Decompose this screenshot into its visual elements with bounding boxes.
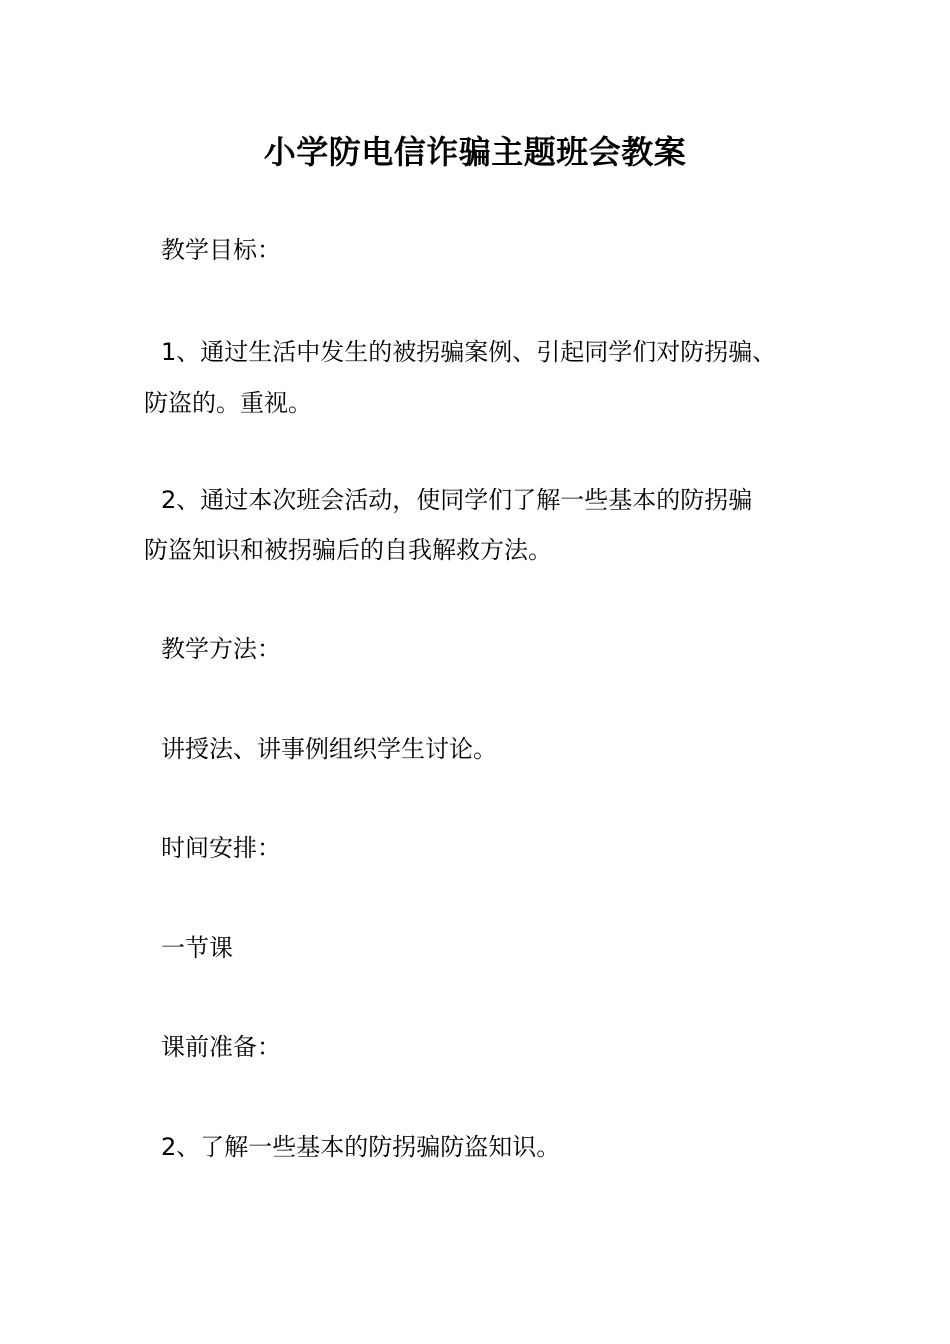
heading-preparation: 课前准备： [161, 1033, 281, 1061]
heading-teaching-methods: 教学方法： [161, 635, 281, 663]
teaching-methods-text: 讲授法、讲事例组织学生讨论。 [161, 735, 497, 763]
objective-1-line-2: 防盗的。重视。 [144, 389, 312, 417]
heading-teaching-objectives: 教学目标： [161, 236, 281, 264]
time-arrangement-text: 一节课 [161, 934, 233, 962]
preparation-item-2: 2、了解一些基本的防拐骗防盗知识。 [161, 1133, 561, 1161]
heading-time-arrangement: 时间安排： [161, 834, 281, 862]
objective-2-line-2: 防盗知识和被拐骗后的自我解救方法。 [144, 536, 552, 564]
objective-2-line-1: 2、通过本次班会活动，使同学们了解一些基本的防拐骗 [161, 486, 753, 514]
document-title: 小学防电信诈骗主题班会教案 [263, 133, 687, 171]
objective-1-line-1: 1、通过生活中发生的被拐骗案例、引起同学们对防拐骗、 [161, 338, 777, 366]
